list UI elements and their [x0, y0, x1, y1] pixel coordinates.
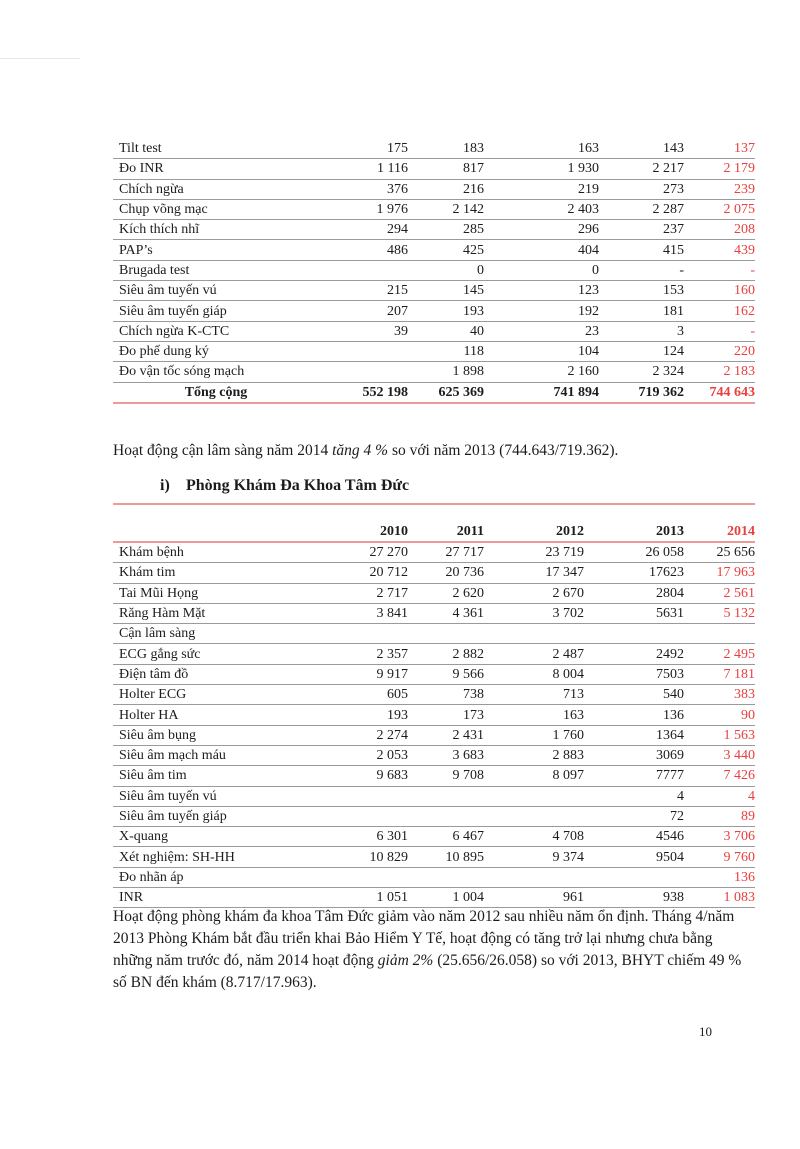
section-title-text: Phòng Khám Đa Khoa Tâm Đức	[186, 477, 410, 494]
cell-2010: 193	[313, 705, 408, 725]
row-label: Chích ngừa K-CTC	[113, 321, 313, 341]
cell-2010: 376	[313, 179, 408, 199]
cell-2011: 193	[408, 301, 484, 321]
table-row	[113, 321, 755, 341]
cell-2011: 2 882	[408, 644, 484, 664]
cell-2011	[408, 806, 484, 826]
row-label: PAP’s	[113, 240, 313, 260]
cell-2014: 160	[684, 281, 755, 301]
row-label: Tổng cộng	[113, 382, 313, 403]
cell-2010: 2 274	[313, 725, 408, 745]
cell-2013: 136	[584, 705, 684, 725]
row-label: ECG gắng sức	[113, 644, 313, 664]
summary-text-tail: (25.656/26.058) so với 2013, BHYT chiếm 49 % số BN đến khám (8.717/17.963).	[113, 951, 742, 991]
cell-2011: 6 467	[408, 827, 484, 847]
cell-2011: 173	[408, 705, 484, 725]
cell-2012: 404	[484, 240, 599, 260]
cell-2011: 817	[408, 159, 484, 179]
table-row	[113, 583, 755, 603]
cell-2012	[484, 624, 584, 644]
header-year: 2014	[684, 521, 755, 542]
row-label: Holter HA	[113, 705, 313, 725]
cell-2012: 741 894	[484, 382, 599, 403]
cell-2012: 713	[484, 685, 584, 705]
cell-2014: 220	[684, 341, 755, 361]
cell-2014: 3 440	[684, 745, 755, 765]
table-row	[113, 624, 755, 644]
cell-2012: 2 670	[484, 583, 584, 603]
cell-2013: 153	[599, 281, 684, 301]
cell-2014: 162	[684, 301, 755, 321]
cell-2013: 938	[584, 888, 684, 908]
cell-2013	[584, 867, 684, 887]
cell-2012: 3 702	[484, 603, 584, 623]
cell-2012: 1 930	[484, 159, 599, 179]
cell-2011: 40	[408, 321, 484, 341]
cell-2010: 10 829	[313, 847, 408, 867]
cell-2014: 5 132	[684, 603, 755, 623]
cell-2014: 2 179	[684, 159, 755, 179]
row-label: Siêu âm tuyến vú	[113, 281, 313, 301]
cell-2013: 273	[599, 179, 684, 199]
cell-2014: -	[684, 321, 755, 341]
cell-2010	[313, 806, 408, 826]
section-number: i)	[160, 477, 170, 494]
table-row	[113, 341, 755, 361]
cell-2014: 137	[684, 139, 755, 159]
row-label: Kích thích nhĩ	[113, 220, 313, 240]
cell-2013: 3069	[584, 745, 684, 765]
row-label: Siêu âm tim	[113, 766, 313, 786]
cell-2014: 25 656	[684, 542, 755, 563]
cell-2014: -	[684, 260, 755, 280]
table-row	[113, 240, 755, 260]
scan-edge-mark	[0, 58, 80, 59]
cell-2011: 216	[408, 179, 484, 199]
cell-2014: 2 075	[684, 199, 755, 219]
cell-2012: 4 708	[484, 827, 584, 847]
row-label: Cận lâm sàng	[113, 624, 313, 644]
row-label: Xét nghiệm: SH-HH	[113, 847, 313, 867]
table-row	[113, 199, 755, 219]
cell-2014: 2 561	[684, 583, 755, 603]
cell-2011: 2 142	[408, 199, 484, 219]
cell-2010: 207	[313, 301, 408, 321]
table-row	[113, 542, 755, 563]
cell-2010: 9 683	[313, 766, 408, 786]
header-year: 2013	[584, 521, 684, 542]
cell-2012: 23 719	[484, 542, 584, 563]
cell-2012: 1 760	[484, 725, 584, 745]
cell-2012: 23	[484, 321, 599, 341]
cell-2010: 2 357	[313, 644, 408, 664]
cell-2012: 163	[484, 139, 599, 159]
cell-2013: 7777	[584, 766, 684, 786]
cell-2012: 0	[484, 260, 599, 280]
cell-2011: 20 736	[408, 563, 484, 583]
section-heading	[160, 477, 409, 495]
cell-2014: 4	[684, 786, 755, 806]
table-row	[113, 685, 755, 705]
cell-2011: 1 898	[408, 362, 484, 382]
cell-2014: 17 963	[684, 563, 755, 583]
cell-2010: 1 116	[313, 159, 408, 179]
row-label: Đo nhãn áp	[113, 867, 313, 887]
row-label: Siêu âm tuyến giáp	[113, 806, 313, 826]
row-label: Tai Mũi Họng	[113, 583, 313, 603]
cell-2010: 175	[313, 139, 408, 159]
cell-2013: 2492	[584, 644, 684, 664]
cell-2011: 3 683	[408, 745, 484, 765]
table-row	[113, 563, 755, 583]
cell-2013: 719 362	[599, 382, 684, 403]
cell-2012: 8 004	[484, 664, 584, 684]
cell-2012: 219	[484, 179, 599, 199]
cell-2012: 163	[484, 705, 584, 725]
cell-2012: 8 097	[484, 766, 584, 786]
cell-2012: 9 374	[484, 847, 584, 867]
summary-text: Hoạt động phòng khám đa khoa Tâm Đức giảm vào năm 2012 sau nhiều năm ổn định. Tháng 4/năm 2013 Phòng Khám bắt đầu triển khai Bảo Hiểm Y Tế, hoạt động có tăng trở lại nhưng chưa bằng những năm trước đó, năm 2014 hoạt động	[113, 907, 735, 969]
cell-2013: 415	[599, 240, 684, 260]
cell-2013: 237	[599, 220, 684, 240]
row-label: Siêu âm bụng	[113, 725, 313, 745]
cell-2014: 7 426	[684, 766, 755, 786]
cell-2014: 744 643	[684, 382, 755, 403]
cell-2013: 9504	[584, 847, 684, 867]
cell-2013: 2 217	[599, 159, 684, 179]
cell-2014: 3 706	[684, 827, 755, 847]
cell-2014: 208	[684, 220, 755, 240]
table-row	[113, 220, 755, 240]
header-year: 2012	[484, 521, 584, 542]
cell-2010	[313, 260, 408, 280]
cell-2013: 3	[599, 321, 684, 341]
cell-2013	[584, 624, 684, 644]
cell-2013: 2 287	[599, 199, 684, 219]
table-row	[113, 827, 755, 847]
table-row	[113, 806, 755, 826]
row-label: X-quang	[113, 827, 313, 847]
cell-2012: 17 347	[484, 563, 584, 583]
clinic-activity-table	[113, 521, 755, 908]
cell-2011	[408, 786, 484, 806]
cell-2013: 4546	[584, 827, 684, 847]
cell-2011: 27 717	[408, 542, 484, 563]
cell-2011: 738	[408, 685, 484, 705]
cell-2010: 9 917	[313, 664, 408, 684]
cell-2014: 2 495	[684, 644, 755, 664]
cell-2010: 486	[313, 240, 408, 260]
row-label: Tilt test	[113, 139, 313, 159]
cell-2010	[313, 786, 408, 806]
lab-activity-summary	[113, 440, 753, 462]
header-year: 2010	[313, 521, 408, 542]
cell-2014: 89	[684, 806, 755, 826]
cell-2012: 2 487	[484, 644, 584, 664]
table-row	[113, 725, 755, 745]
row-label: Siêu âm tuyến vú	[113, 786, 313, 806]
cell-2011: 10 895	[408, 847, 484, 867]
cell-2010: 552 198	[313, 382, 408, 403]
section-divider	[113, 503, 755, 505]
row-label: Siêu âm mạch máu	[113, 745, 313, 765]
cell-2011: 2 431	[408, 725, 484, 745]
summary-emphasis: giảm 2%	[377, 951, 434, 969]
table-row	[113, 603, 755, 623]
table-row	[113, 179, 755, 199]
table-row	[113, 139, 755, 159]
cell-2010: 20 712	[313, 563, 408, 583]
cell-2012: 961	[484, 888, 584, 908]
cell-2010	[313, 624, 408, 644]
cell-2012: 192	[484, 301, 599, 321]
cell-2013: 5631	[584, 603, 684, 623]
cell-2014: 439	[684, 240, 755, 260]
cell-2014: 9 760	[684, 847, 755, 867]
table-header-row	[113, 521, 755, 542]
cell-2013: 4	[584, 786, 684, 806]
cell-2010: 215	[313, 281, 408, 301]
cell-2013: 7503	[584, 664, 684, 684]
cell-2013: -	[599, 260, 684, 280]
cell-2012	[484, 867, 584, 887]
cell-2013: 2804	[584, 583, 684, 603]
cell-2013: 540	[584, 685, 684, 705]
table-row	[113, 362, 755, 382]
summary-text-tail: so với năm 2013 (744.643/719.362).	[388, 441, 619, 459]
row-label: INR	[113, 888, 313, 908]
cell-2010: 294	[313, 220, 408, 240]
cell-2014: 7 181	[684, 664, 755, 684]
cell-2013: 181	[599, 301, 684, 321]
cell-2013: 26 058	[584, 542, 684, 563]
row-label: Chích ngừa	[113, 179, 313, 199]
cell-2011: 1 004	[408, 888, 484, 908]
cell-2011	[408, 867, 484, 887]
row-label: Brugada test	[113, 260, 313, 280]
page-number: 10	[699, 1024, 712, 1039]
cell-2011: 9 566	[408, 664, 484, 684]
cell-2014: 383	[684, 685, 755, 705]
cell-2014: 239	[684, 179, 755, 199]
cell-2012	[484, 806, 584, 826]
table-row	[113, 664, 755, 684]
cell-2010: 605	[313, 685, 408, 705]
cell-2010: 2 717	[313, 583, 408, 603]
cell-2012: 123	[484, 281, 599, 301]
table-row	[113, 159, 755, 179]
cell-2010: 3 841	[313, 603, 408, 623]
cell-2011: 0	[408, 260, 484, 280]
cell-2013: 72	[584, 806, 684, 826]
cell-2012	[484, 786, 584, 806]
table-row	[113, 867, 755, 887]
cell-2010: 6 301	[313, 827, 408, 847]
clinic-activity-summary	[113, 906, 753, 994]
cell-2012: 2 883	[484, 745, 584, 765]
row-label: Khám tim	[113, 563, 313, 583]
cell-2011: 425	[408, 240, 484, 260]
cell-2011: 285	[408, 220, 484, 240]
table-row	[113, 847, 755, 867]
row-label: Chụp võng mạc	[113, 199, 313, 219]
cell-2013: 124	[599, 341, 684, 361]
row-label: Răng Hàm Mặt	[113, 603, 313, 623]
cell-2014: 1 083	[684, 888, 755, 908]
cell-2013: 143	[599, 139, 684, 159]
cell-2010: 2 053	[313, 745, 408, 765]
cell-2014	[684, 624, 755, 644]
cell-2011: 183	[408, 139, 484, 159]
table-row	[113, 766, 755, 786]
lab-activity-table	[113, 139, 755, 404]
cell-2013: 1364	[584, 725, 684, 745]
cell-2013: 2 324	[599, 362, 684, 382]
table-row	[113, 281, 755, 301]
header-blank	[113, 521, 313, 542]
cell-2012: 296	[484, 220, 599, 240]
cell-2014: 2 183	[684, 362, 755, 382]
cell-2010: 1 051	[313, 888, 408, 908]
table-row	[113, 382, 755, 403]
row-label: Đo INR	[113, 159, 313, 179]
cell-2010: 39	[313, 321, 408, 341]
cell-2011: 625 369	[408, 382, 484, 403]
row-label: Điện tâm đồ	[113, 664, 313, 684]
table-row	[113, 260, 755, 280]
summary-emphasis: tăng 4 %	[332, 441, 389, 459]
cell-2013: 17623	[584, 563, 684, 583]
cell-2010: 27 270	[313, 542, 408, 563]
cell-2011: 145	[408, 281, 484, 301]
cell-2012: 2 160	[484, 362, 599, 382]
cell-2010	[313, 867, 408, 887]
row-label: Holter ECG	[113, 685, 313, 705]
cell-2011	[408, 624, 484, 644]
cell-2011: 4 361	[408, 603, 484, 623]
row-label: Siêu âm tuyến giáp	[113, 301, 313, 321]
table-row	[113, 644, 755, 664]
cell-2011: 2 620	[408, 583, 484, 603]
cell-2010: 1 976	[313, 199, 408, 219]
table-row	[113, 705, 755, 725]
table-row	[113, 745, 755, 765]
cell-2012: 104	[484, 341, 599, 361]
row-label: Đo vận tốc sóng mạch	[113, 362, 313, 382]
cell-2010	[313, 362, 408, 382]
cell-2014: 136	[684, 867, 755, 887]
cell-2014: 1 563	[684, 725, 755, 745]
table-row	[113, 301, 755, 321]
summary-text: Hoạt động cận lâm sàng năm 2014	[113, 441, 333, 459]
cell-2014: 90	[684, 705, 755, 725]
row-label: Đo phế dung ký	[113, 341, 313, 361]
cell-2011: 9 708	[408, 766, 484, 786]
cell-2011: 118	[408, 341, 484, 361]
cell-2010	[313, 341, 408, 361]
table-row	[113, 786, 755, 806]
row-label: Khám bệnh	[113, 542, 313, 563]
header-year: 2011	[408, 521, 484, 542]
cell-2012: 2 403	[484, 199, 599, 219]
